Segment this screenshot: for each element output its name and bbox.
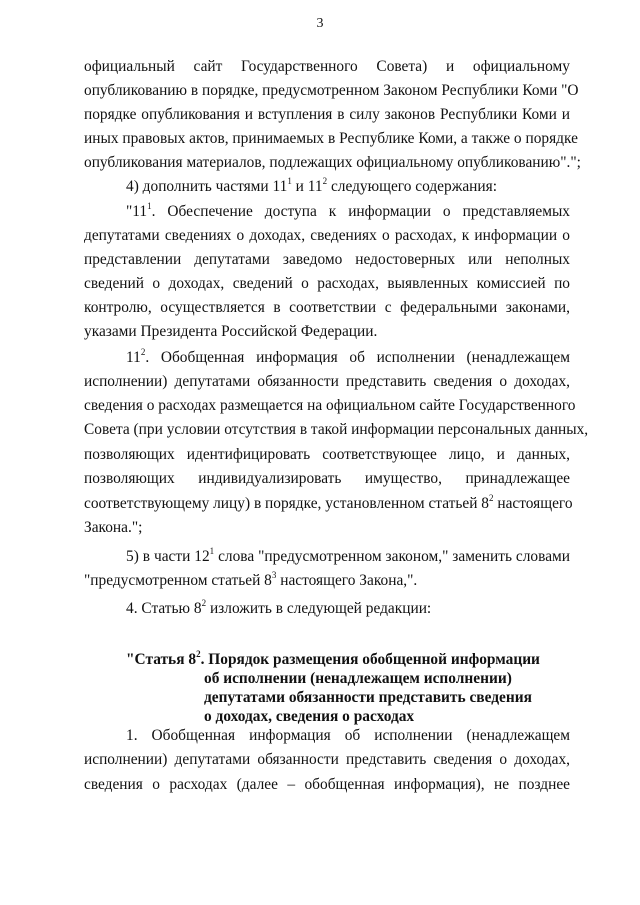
text-line: Закона.";: [84, 519, 143, 536]
text-line: 5) в части $12^1$ слова "предусмотренном законом," заменить словами: [126, 545, 570, 565]
text-line: сведений о доходах, сведений о расходах, выявленных комиссией по: [84, 275, 570, 292]
text-line: контролю, осуществляется в соответствии с федеральными законами,: [84, 299, 570, 316]
text-line: "$11^1$. Обеспечение доступа к информации о представляемых: [126, 200, 570, 220]
text-line: порядке опубликования и вступления в силу законов Республики Коми и: [84, 106, 570, 123]
heading-line: депутатами обязанности представить сведения: [204, 689, 532, 706]
text-line: позволяющих идентифицировать соответствующее лицо, и данных,: [84, 446, 570, 463]
text-line: исполнении) депутатами обязанности представить сведения о доходах,: [84, 751, 570, 768]
text-line: 4) дополнить частями $11^1$ и $11^2$ следующего содержания:: [126, 175, 497, 195]
text-line: 1. Обобщенная информация об исполнении (ненадлежащем: [126, 727, 570, 744]
text-line: указами Президента Российской Федерации.: [84, 323, 378, 340]
text-line: соответствующему лицу) в порядке, установленном статьей $8^2$ настоящего: [84, 492, 573, 512]
text-line: $11^2$. Обобщенная информация об исполнении (ненадлежащем: [126, 346, 570, 366]
text-line: официальный сайт Государственного Совета) и официальному: [84, 58, 570, 75]
text-line: депутатами сведениях о доходах, сведениях о расходах, к информации о: [84, 227, 570, 244]
text-line: иных правовых актов, принимаемых в Республике Коми, а также о порядке: [84, 130, 578, 147]
text-line: 4. Статью $8^2$ изложить в следующей редакции:: [126, 597, 432, 617]
text-line: сведения о расходах (далее – обобщенная информация), не позднее: [84, 776, 570, 793]
page-number: 3: [316, 16, 324, 31]
text-line: позволяющих индивидуализировать имущество, принадлежащее: [84, 470, 570, 487]
heading-line: о доходах, сведения о расходах: [204, 708, 415, 725]
text-line: представлении депутатами заведомо недостоверных или неполных: [84, 251, 570, 268]
text-line: Совета (при условии отсутствия в такой информации персональных данных,: [84, 421, 589, 438]
heading-line: об исполнении (ненадлежащем исполнении): [204, 670, 512, 687]
text-line: исполнении) депутатами обязанности представить сведения о доходах,: [84, 373, 570, 390]
text-line: опубликования материалов, подлежащих официальному опубликованию".";: [84, 154, 581, 171]
heading-line: "Статья $8^2$. Порядок размещения обобщенной информации: [126, 648, 540, 668]
text-line: опубликованию в порядке, предусмотренном Законом Республики Коми "О: [84, 82, 579, 99]
text-line: "предусмотренном статьей $8^3$ настоящего Закона,".: [84, 569, 418, 589]
text-line: сведения о расходах размещается на официальном сайте Государственного: [84, 397, 576, 414]
